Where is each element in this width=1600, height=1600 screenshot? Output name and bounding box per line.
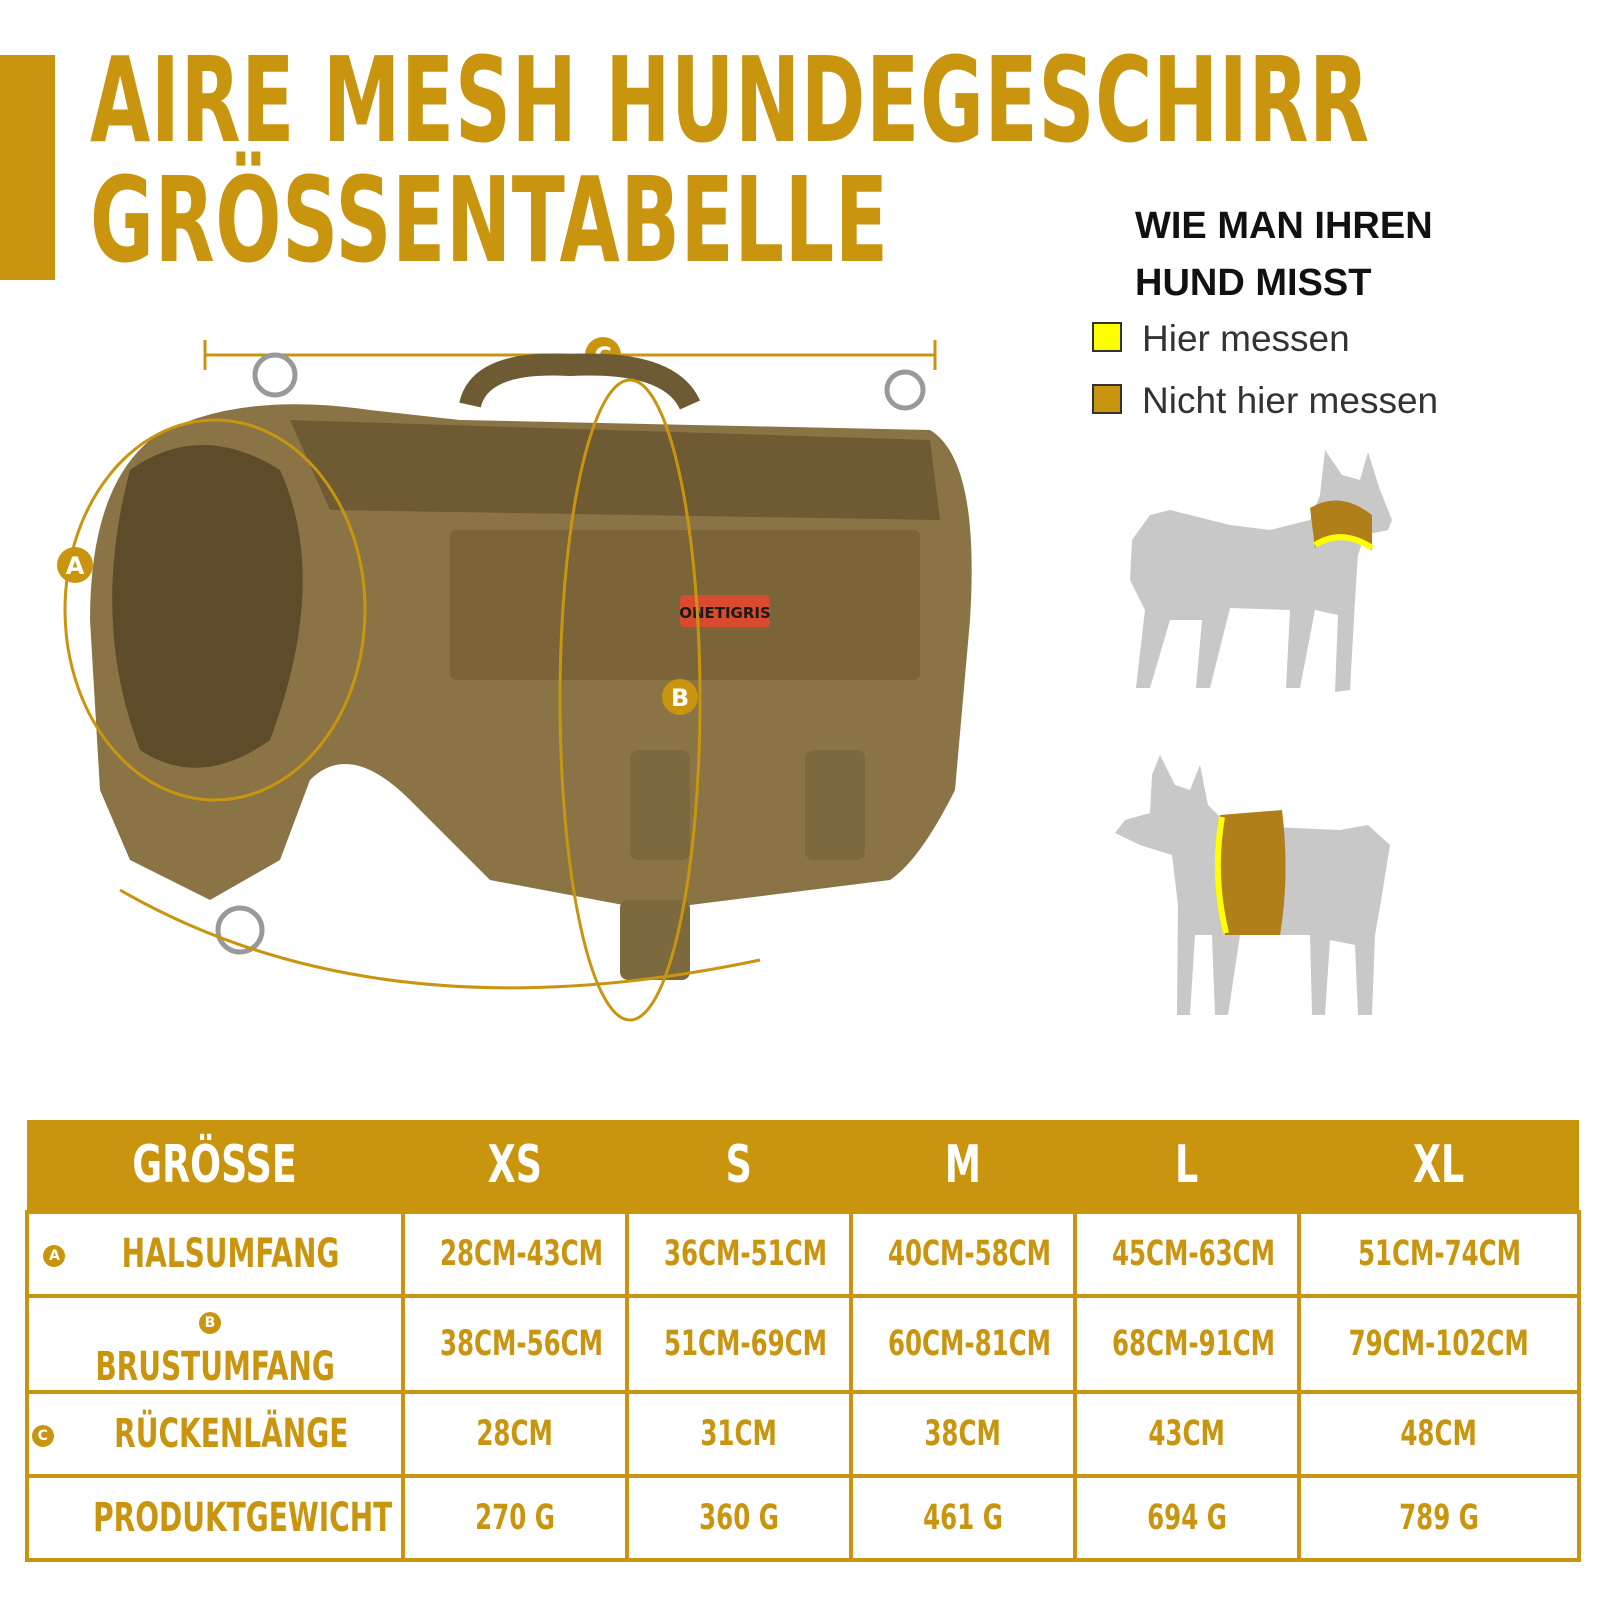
how-to-measure-heading <box>1135 198 1433 312</box>
marker-badge: A <box>43 1245 65 1267</box>
table-row <box>27 1392 1579 1476</box>
table-cell: 40CM-58CM <box>851 1212 1075 1296</box>
d-ring <box>255 355 295 395</box>
harness-illustration <box>50 320 1010 1060</box>
buckle <box>630 750 690 860</box>
marker-c-label: C <box>594 342 612 370</box>
table-cell: 60CM-81CM <box>851 1296 1075 1392</box>
header-cell: XL <box>1299 1120 1579 1212</box>
dog-chest-diagram <box>1100 735 1400 1025</box>
header-cell: GRÖSSE <box>27 1120 403 1212</box>
table-cell: 360 G <box>627 1476 851 1560</box>
table-cell: 461 G <box>851 1476 1075 1560</box>
marker-badge: C <box>32 1425 54 1447</box>
size-table <box>25 1120 1581 1562</box>
table-cell: 48CM <box>1299 1392 1579 1476</box>
legend-label: Hier messen <box>1142 318 1350 359</box>
table-cell: 36CM-51CM <box>627 1212 851 1296</box>
row-label: A HALSUMFANG <box>27 1212 403 1296</box>
header-cell: L <box>1075 1120 1299 1212</box>
table-cell: 51CM-69CM <box>627 1296 851 1392</box>
table-cell: 38CM-56CM <box>403 1296 627 1392</box>
chest-band <box>1217 810 1286 935</box>
marker-badge: B <box>199 1312 221 1334</box>
table-row <box>27 1212 1579 1296</box>
table-cell: 51CM-74CM <box>1299 1212 1579 1296</box>
table-cell: 28CM-43CM <box>403 1212 627 1296</box>
marker-b-label: B <box>670 684 690 712</box>
header-cell: XS <box>403 1120 627 1212</box>
header-cell: S <box>627 1120 851 1212</box>
table-row <box>27 1476 1579 1560</box>
row-label: BBRUSTUMFANG <box>27 1296 403 1392</box>
dog-silhouette <box>1130 450 1392 692</box>
dog-neck-diagram <box>1110 430 1410 710</box>
legend-label: Nicht hier messen <box>1142 380 1439 421</box>
table-cell: 694 G <box>1075 1476 1299 1560</box>
marker-a-label: A <box>65 552 85 580</box>
top-handle <box>470 365 690 406</box>
d-ring <box>887 372 923 408</box>
table-cell: 68CM-91CM <box>1075 1296 1299 1392</box>
header-cell: M <box>851 1120 1075 1212</box>
row-label: C RÜCKENLÄNGE <box>27 1392 403 1476</box>
table-row <box>27 1296 1579 1392</box>
title-line-1: AIRE MESH HUNDEGESCHIRR <box>90 31 1370 169</box>
buckle <box>620 900 690 980</box>
table-cell: 31CM <box>627 1392 851 1476</box>
table-cell: 38CM <box>851 1392 1075 1476</box>
table-header-row <box>27 1120 1579 1212</box>
how-heading-line-1: WIE MAN IHREN <box>1135 205 1433 247</box>
how-heading-line-2: HUND MISST <box>1135 262 1372 304</box>
title-accent-bar <box>0 55 55 280</box>
table-cell: 789 G <box>1299 1476 1579 1560</box>
table-cell: 28CM <box>403 1392 627 1476</box>
table-cell: 270 G <box>403 1476 627 1560</box>
table-cell: 45CM-63CM <box>1075 1212 1299 1296</box>
row-label: PRODUKTGEWICHT <box>27 1476 403 1560</box>
brand-patch-text: ONETIGRIS <box>679 604 771 622</box>
buckle <box>805 750 865 860</box>
gold-swatch <box>1092 384 1122 414</box>
yellow-swatch <box>1092 322 1122 352</box>
neck-mesh <box>112 445 303 768</box>
title-line-2: GRÖSSENTABELLE <box>90 151 889 289</box>
table-cell: 43CM <box>1075 1392 1299 1476</box>
table-cell: 79CM-102CM <box>1299 1296 1579 1392</box>
